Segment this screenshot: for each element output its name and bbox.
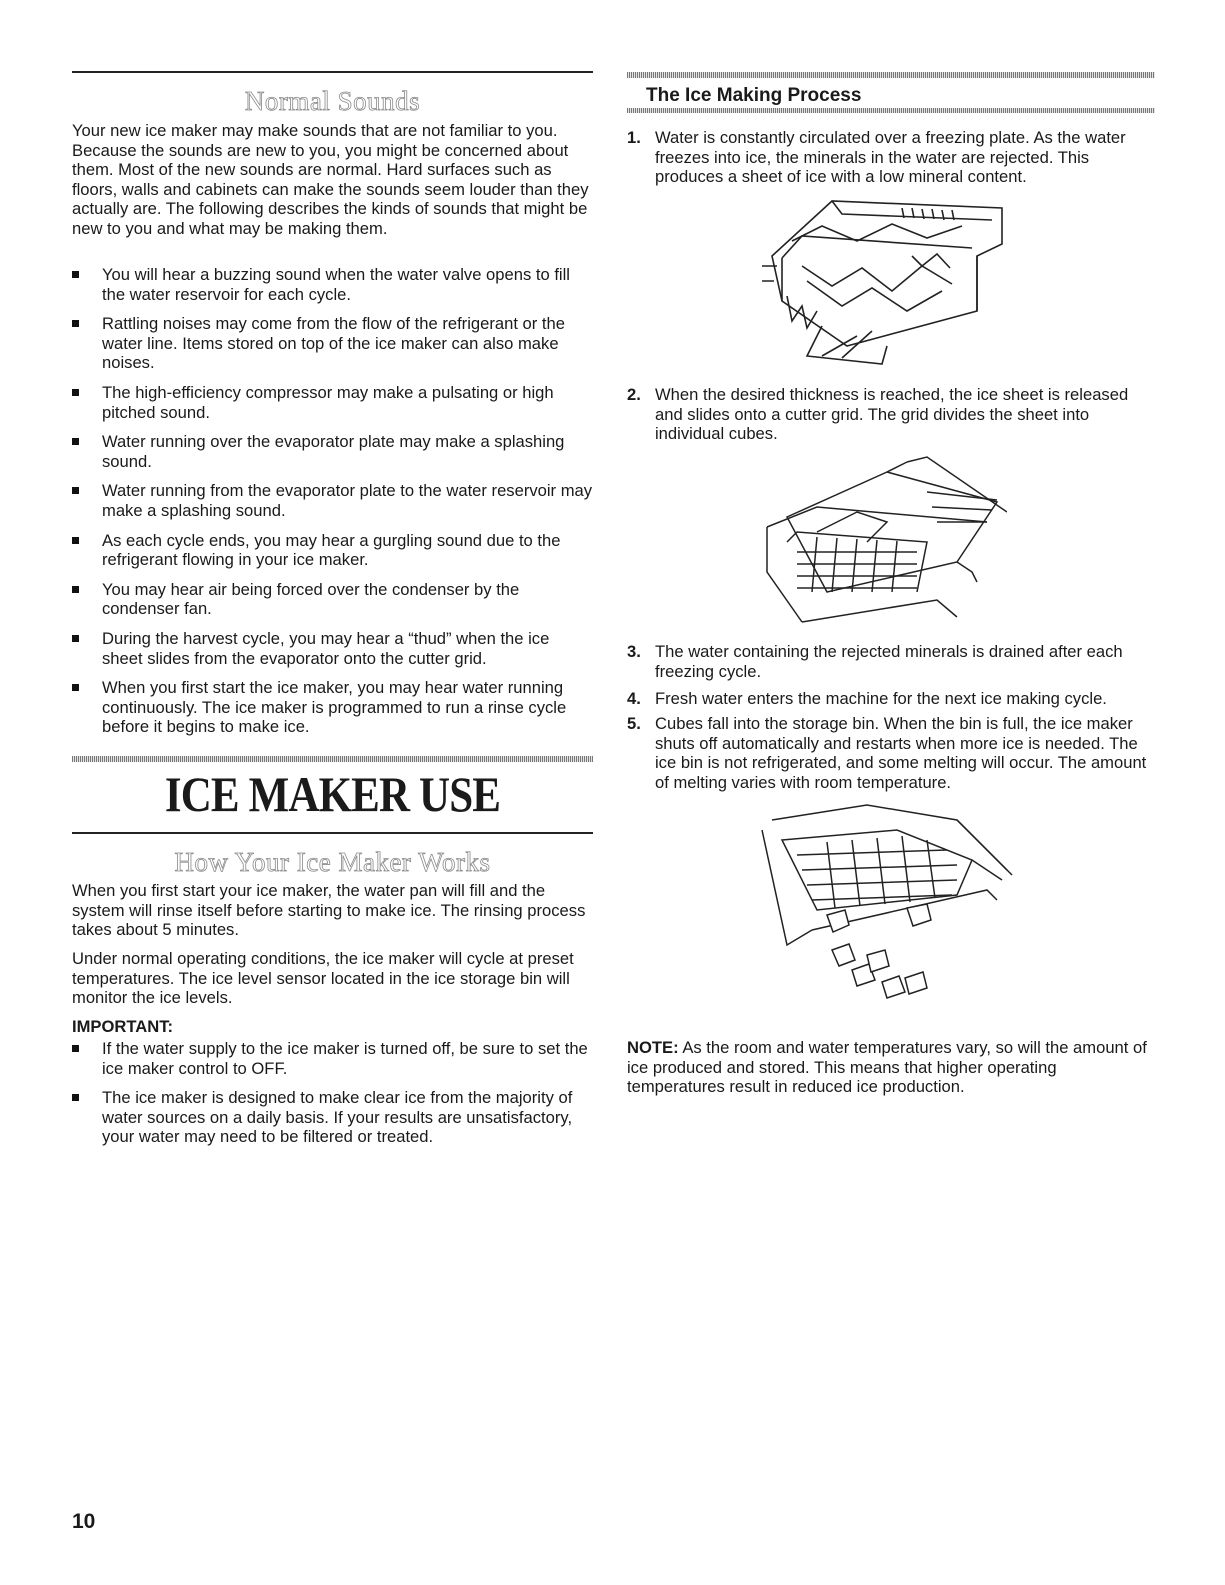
bullet-icon [72,320,79,327]
list-item: If the water supply to the ice maker is turned off, be sure to set the ice maker control to OFF. [72,1039,593,1078]
process-heading-divider [627,108,1155,113]
section-divider [72,756,593,762]
list-item: As each cycle ends, you may hear a gurgling sound due to the refrigerant flowing in your ice maker. [72,531,593,570]
process-note [627,1038,1155,1097]
list-item: Rattling noises may come from the flow of the refrigerant or the water line. Items stored on top of the ice maker can also make noises. [72,314,593,373]
bullet-icon [72,586,79,593]
important-list [72,1039,593,1157]
normal-sounds-intro: Your new ice maker may make sounds that are not familiar to you. Because the sounds are new to you, you might be concerned about them. Most of the new sounds are normal. Hard surfaces such as floors, walls and cabinets can make the sounds seem louder than they actually are. The following describes the kinds of sounds that might be new to you and what may be making them. [72,121,589,238]
process-step-1: 1. Water is constantly circulated over a freezing plate. As the water freezes into ice, the minerals in the water are rejected. This produces a sheet of ice with a low mineral content. [627,128,1126,187]
bullet-icon [72,1094,79,1101]
how-it-works-para-2: Under normal operating conditions, the ice maker will cycle at preset temperatures. The ice level sensor located in the ice storage bin will monitor the ice levels. [72,949,574,1008]
list-item: You may hear air being forced over the condenser by the condenser fan. [72,580,593,619]
process-step-3: 3. The water containing the rejected minerals is drained after each freezing cycle. [627,642,1123,681]
bullet-icon [72,635,79,642]
bullet-icon [72,389,79,396]
list-item: The ice maker is designed to make clear ice from the majority of water sources on a daily basis. If your results are unsatisfactory, your water may need to be filtered or treated. [72,1088,593,1147]
process-heading: The Ice Making Process [646,85,862,106]
process-step-5: 5. Cubes fall into the storage bin. When the bin is full, the ice maker shuts off automatically and restarts when more ice is needed. The ice bin is not refrigerated, and some melting will occur. The amount of melting varies with room temperature. [627,714,1147,792]
freezing-plate-illustration [762,196,1022,371]
how-it-works-heading: How Your Ice Maker Works [174,847,491,877]
note-label: NOTE: [627,1038,679,1057]
note-text: As the room and water temperatures vary, so will the amount of ice produced and stored. This means that higher operating temperatures result in reduced ice production. [627,1038,1147,1097]
list-item: The high-efficiency compressor may make a pulsating or high pitched sound. [72,383,593,422]
page-number: 10 [72,1510,96,1533]
bullet-icon [72,438,79,445]
section-rule [72,832,593,834]
bullet-icon [72,684,79,691]
list-item: Water running from the evaporator plate to the water reservoir may make a splashing sound. [72,481,593,520]
bullet-icon [72,487,79,494]
process-step-2: 2. When the desired thickness is reached, the ice sheet is released and slides onto a cutter grid. The grid divides the sheet into individual cubes. [627,385,1129,444]
cutter-grid-illustration [757,452,1007,627]
top-rule [72,71,593,73]
process-step-4: 4. Fresh water enters the machine for the next ice making cycle. [627,689,1107,708]
normal-sounds-heading: Normal Sounds [244,86,421,116]
important-label: IMPORTANT: [72,1017,174,1036]
bullet-icon [72,537,79,544]
storage-bin-illustration [757,800,1017,1015]
list-item: During the harvest cycle, you may hear a “thud” when the ice sheet slides from the evaporator onto the cutter grid. [72,629,593,668]
bullet-icon [72,1045,79,1052]
section-title: ICE MAKER USE [164,766,501,822]
how-it-works-para-1: When you first start your ice maker, the water pan will fill and the system will rinse itself before starting to make ice. The rinsing process takes about 5 minutes. [72,881,586,940]
process-top-divider [627,72,1155,78]
list-item: You will hear a buzzing sound when the water valve opens to fill the water reservoir for each cycle. [72,265,593,304]
bullet-icon [72,271,79,278]
normal-sounds-list [72,265,593,747]
list-item: Water running over the evaporator plate may make a splashing sound. [72,432,593,471]
list-item: When you first start the ice maker, you may hear water running continuously. The ice maker is programmed to run a rinse cycle before it begins to make ice. [72,678,593,737]
